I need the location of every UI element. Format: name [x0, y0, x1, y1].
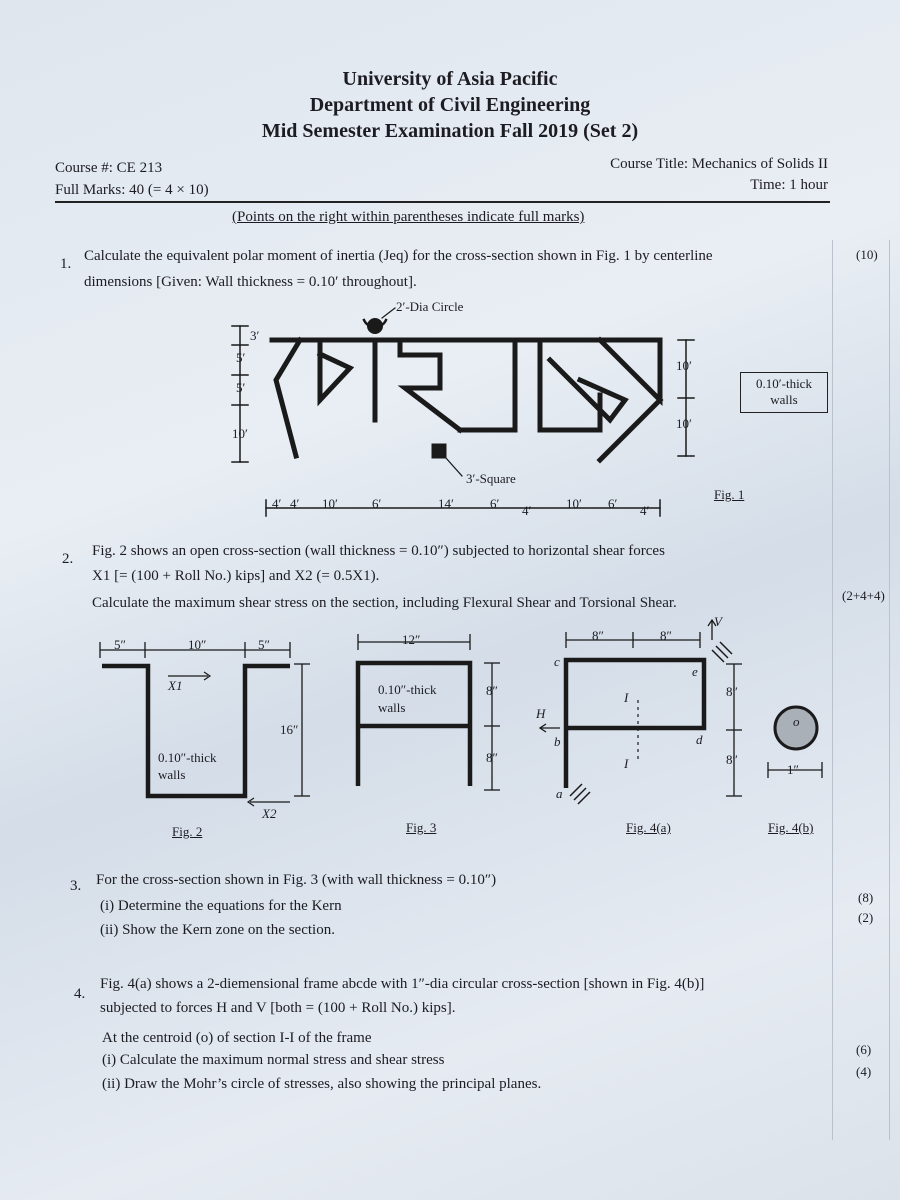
q2-number: 2. [62, 551, 74, 567]
left-dim-4: 10′ [232, 426, 248, 441]
q4-part-i: (i) Calculate the maximum normal stress and shear stress [102, 1052, 445, 1068]
q1-number: 1. [60, 256, 72, 272]
fig3-h2: 8″ [486, 750, 498, 765]
fig2-walls-2: walls [158, 767, 186, 782]
bottom-dim-4: 6′ [372, 496, 382, 511]
q4-marks-i: (6) [856, 1042, 872, 1057]
fig2-dim-2: 10″ [188, 637, 207, 652]
q1-text-line1: Calculate the equivalent polar moment of inertia (Jeq) for the cross-section shown in Fig. 1 by centerline [84, 248, 713, 264]
bottom-dim-3: 10′ [322, 496, 338, 511]
course-number: Course #: CE 213 [55, 160, 163, 176]
q4-marks-ii: (4) [856, 1064, 872, 1079]
bottom-dim-6: 6′ [490, 496, 500, 511]
q4-number: 4. [74, 986, 86, 1002]
right-dim-1: 10′ [676, 358, 692, 373]
fig2-dim-1: 5″ [114, 637, 126, 652]
fig2-walls-1: 0.10″-thick [158, 750, 217, 765]
q2-text-line3: Calculate the maximum shear stress on the section, including Flexural Shear and Torsional Shear. [92, 595, 677, 611]
q2-text-line1: Fig. 2 shows an open cross-section (wall thickness = 0.10″) subjected to horizontal shear forces [92, 543, 665, 559]
q4-text-line1: Fig. 4(a) shows a 2-diemensional frame abcde with 1″-dia circular cross-section [shown in Fig. 4(b)] [100, 976, 705, 992]
q3-part-ii: (ii) Show the Kern zone on the section. [100, 922, 335, 938]
fig3-walls-1: 0.10″-thick [378, 682, 437, 697]
full-marks: Full Marks: 40 (= 4 × 10) [55, 182, 209, 198]
q4-text-line2: subjected to forces H and V [both = (100 + Roll No.) kips]. [100, 1000, 456, 1016]
q3-part-i: (i) Determine the equations for the Kern [100, 898, 342, 914]
fig4b-caption: Fig. 4(b) [768, 820, 814, 835]
q1-text-line2: dimensions [Given: Wall thickness = 0.10′ throughout]. [84, 274, 417, 290]
fig3-caption: Fig. 3 [406, 820, 437, 835]
fig4a-pt-e: e [692, 664, 698, 679]
fig4a-section-top: I [624, 690, 629, 705]
fig4a-pt-b: b [554, 734, 561, 749]
q1-marks: (10) [856, 247, 878, 262]
right-dim-2: 10′ [676, 416, 692, 431]
walls-label-line2: walls [770, 392, 798, 408]
q2-text-line2: X1 [= (100 + Roll No.) kips] and X2 (= 0.5X1). [92, 568, 380, 584]
marks-note: (Points on the right within parentheses indicate full marks) [232, 209, 585, 225]
fig4a-section-bottom: I [624, 756, 629, 771]
bottom-dim-5: 14′ [438, 496, 454, 511]
fig3-width: 12″ [402, 632, 421, 647]
fig1-caption: Fig. 1 [714, 487, 745, 502]
fig2-dim-3: 5″ [258, 637, 270, 652]
fig3-walls-2: walls [378, 700, 406, 715]
bottom-dim-8: 10′ [566, 496, 582, 511]
fig4a-caption: Fig. 4(a) [626, 820, 671, 835]
square-label: 3′-Square [466, 471, 516, 486]
circle-label: 2′-Dia Circle [396, 299, 464, 314]
bottom-dim-10: 4′ [640, 503, 650, 518]
fig2-x2: X2 [262, 806, 277, 821]
fig4a-pt-a: a [556, 786, 563, 801]
q4-part-ii: (ii) Draw the Mohr’s circle of stresses, also showing the principal planes. [102, 1076, 542, 1092]
left-dim-1: 3′ [250, 328, 260, 343]
q3-marks-i: (8) [858, 890, 874, 905]
left-dim-2: 5′ [236, 350, 246, 365]
university-name: University of Asia Pacific [342, 68, 558, 90]
bottom-dim-2: 4′ [290, 496, 300, 511]
fig4a-h2: 8″ [726, 752, 738, 767]
fig2-x1: X1 [168, 678, 183, 693]
fig4a-dim-1: 8″ [592, 628, 604, 643]
fig3-h1: 8″ [486, 683, 498, 698]
q2-marks: (2+4+4) [842, 588, 885, 603]
bottom-dim-7: 4′ [522, 503, 532, 518]
q4-text-line3: At the centroid (o) of section I-I of the frame [102, 1030, 372, 1046]
exam-time: Time: 1 hour [750, 177, 828, 193]
fig4a-h1: 8″ [726, 684, 738, 699]
fig2-caption: Fig. 2 [172, 824, 203, 839]
fig4a-v: V [714, 614, 722, 629]
bottom-dim-1: 4′ [272, 496, 282, 511]
fig2-height: 16″ [280, 722, 299, 737]
fig4a-pt-d: d [696, 732, 703, 747]
fig4a-dim-2: 8″ [660, 628, 672, 643]
fig4b-dia: 1″ [787, 762, 799, 777]
q3-number: 3. [70, 878, 82, 894]
department-name: Department of Civil Engineering [309, 94, 591, 116]
walls-label-line1: 0.10′-thick [756, 376, 812, 391]
fig4a-h: H [536, 706, 546, 721]
left-dim-3: 5′ [236, 380, 246, 395]
fig4a-pt-c: c [554, 654, 560, 669]
exam-title: Mid Semester Examination Fall 2019 (Set 2) [261, 120, 639, 142]
bottom-dim-9: 6′ [608, 496, 618, 511]
q3-text-line1: For the cross-section shown in Fig. 3 (with wall thickness = 0.10″) [96, 872, 497, 888]
fig4b-centroid: o [793, 714, 800, 729]
course-title: Course Title: Mechanics of Solids II [610, 156, 828, 172]
q3-marks-ii: (2) [858, 910, 874, 925]
